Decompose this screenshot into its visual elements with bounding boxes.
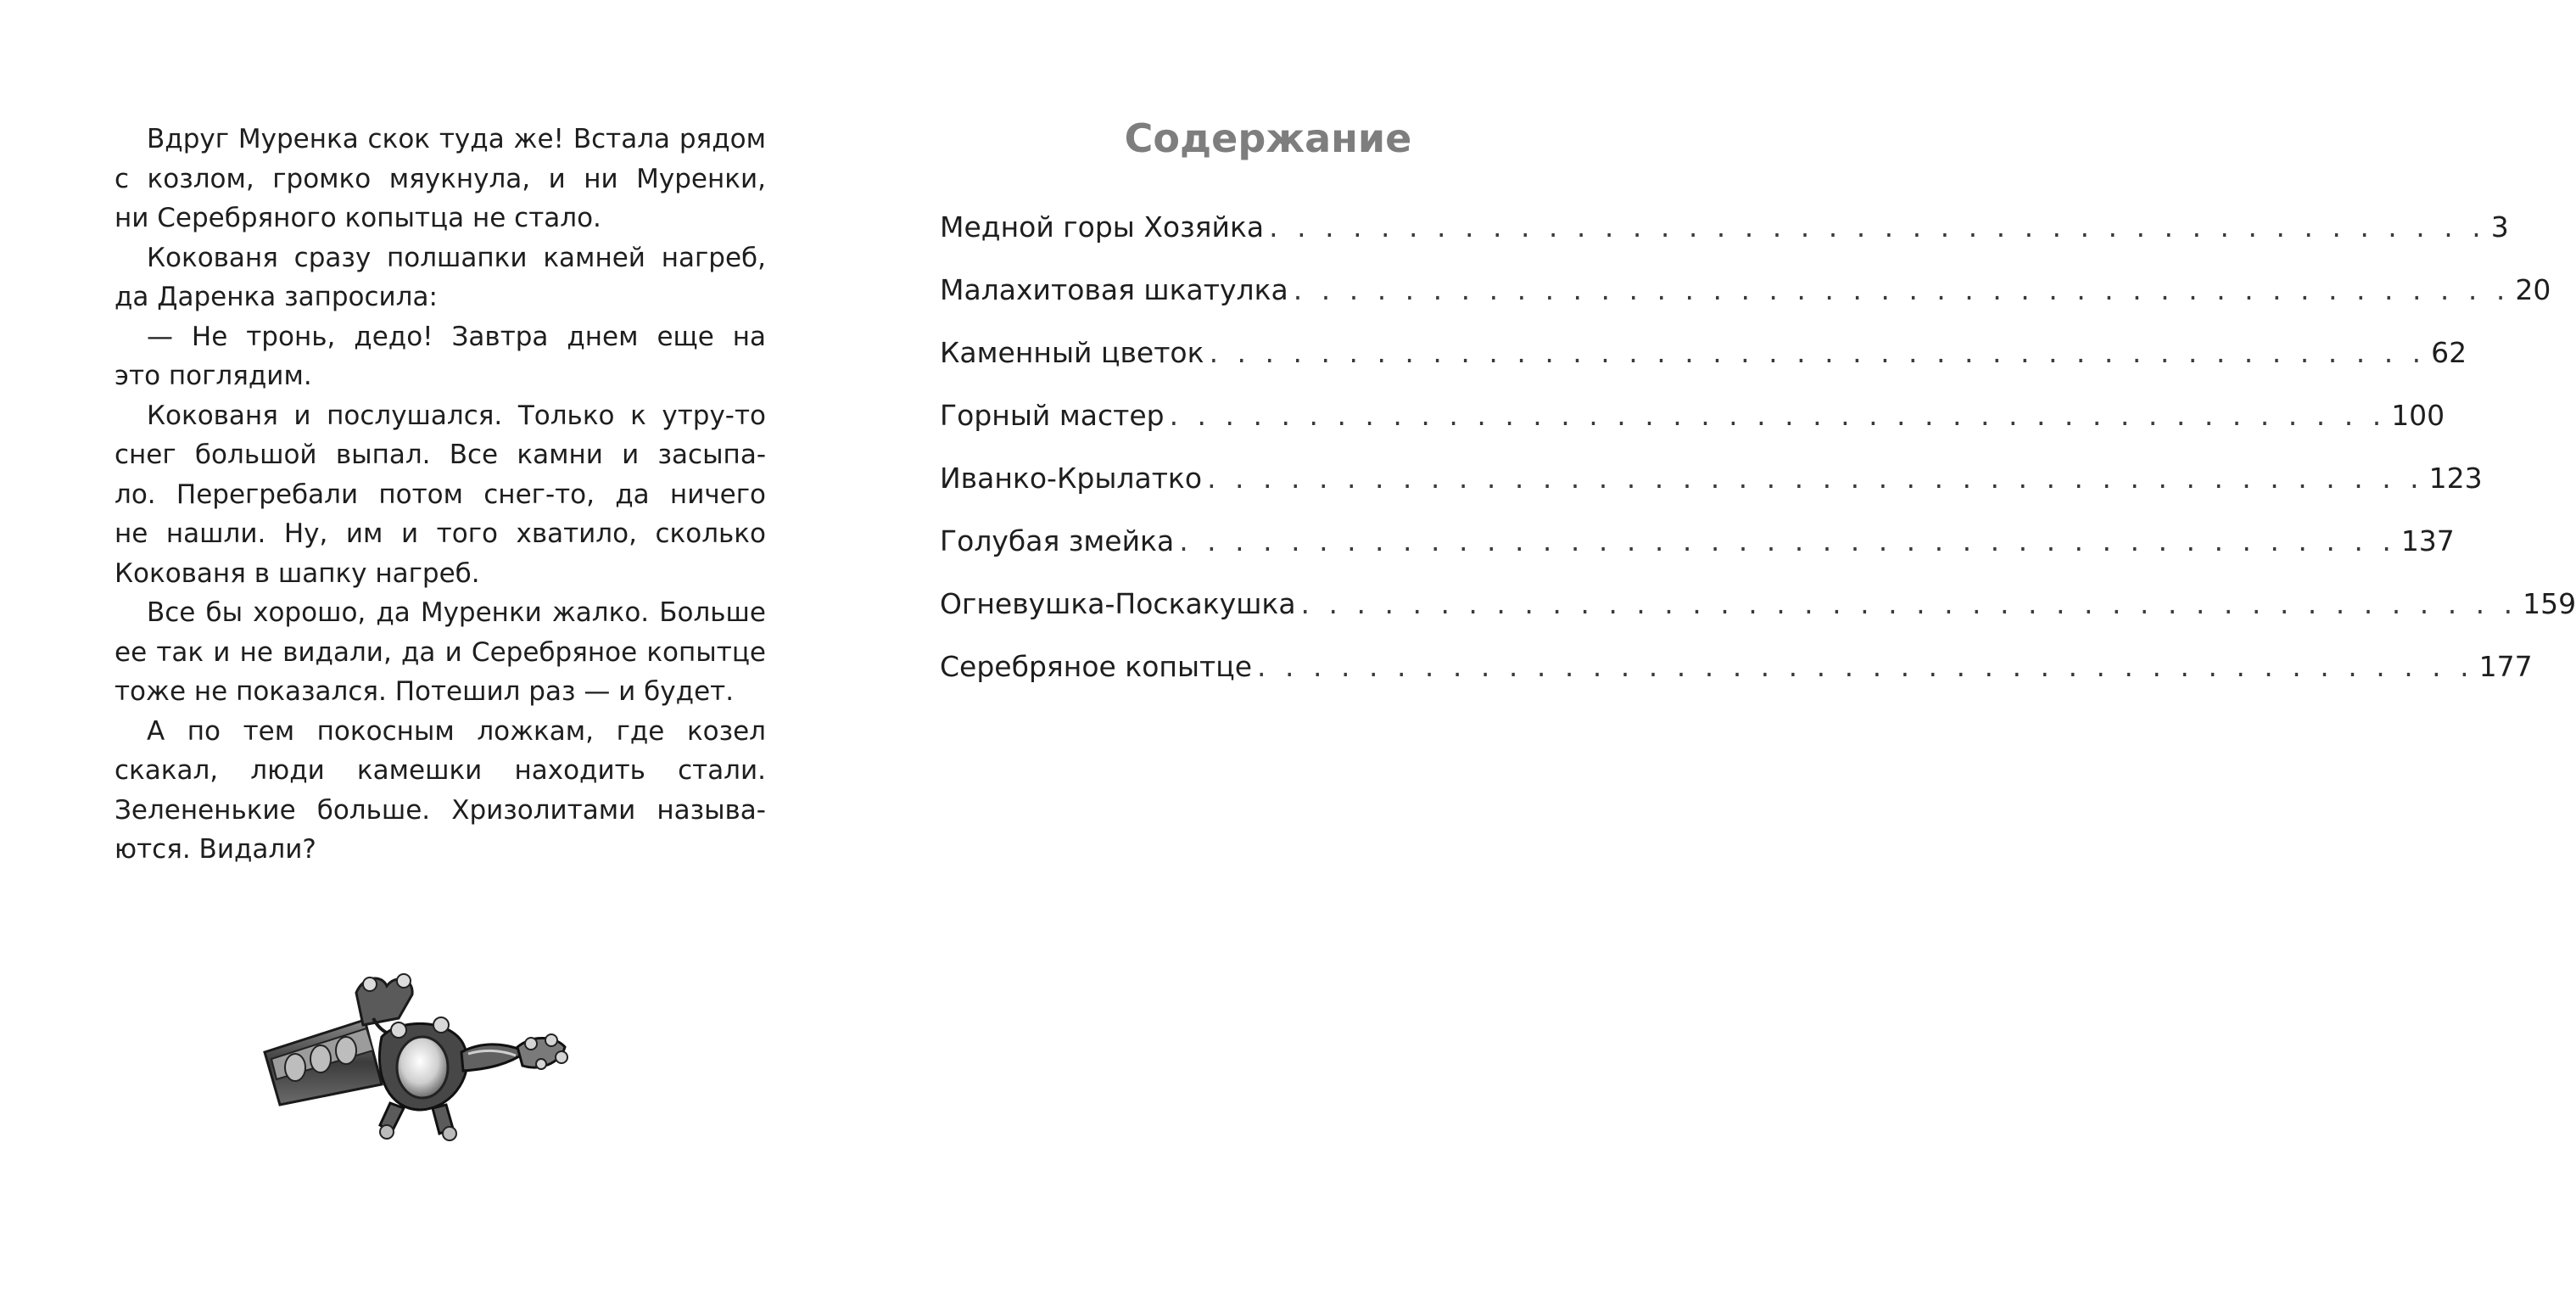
text-line: Кокованя сразу полшапки камней нагреб, [147,242,766,273]
text-line: — Не тронь, дедо! Завтра днем еще на [147,321,766,352]
text-line: ло. Перегребали потом снег-то, да ничего [115,479,766,510]
text-line: снег большой выпал. Все камни и засыпа- [115,440,766,470]
silver-crown-illustration [254,959,611,1145]
toc-leader-dots: . . . . . . . . . . . . . . . . . . . . . . . . . . . . . . . . . . . . . . . . . . . . [1169,399,2387,432]
text-line: Зелененькие больше. Хризолитами называ- [115,794,766,826]
toc-entry-title: Горный мастер [940,399,1165,432]
toc-entry-page: 177 [2478,650,2533,683]
toc-entry-title: Иванко-Крылатко [940,462,1203,495]
toc-entry-page: 100 [2391,399,2445,432]
toc-leader-dots: . . . . . . . . . . . . . . . . . . . . . . . . . . . . . . . . . . . . . . . . . . . . [1269,210,2486,244]
text-line: скакал, люди камешки находить стали. [115,755,766,786]
text-line: не нашли. Ну, им и того хватило, сколько [115,518,766,549]
toc-entry[interactable] [940,399,2445,462]
toc-entry-title: Каменный цветок [940,336,1204,369]
left-page [0,0,848,1305]
toc-entry-page: 159 [2523,587,2576,620]
text-line: Кокованя и послушался. Только к утру-то [147,400,766,431]
toc-entry-title: Медной горы Хозяйка [940,210,1265,244]
text-line: да Даренка запросила: [115,282,438,312]
toc-entry[interactable] [940,587,2576,650]
text-line: Все бы хорошо, да Муренки жалко. Больше [147,597,766,628]
toc-entry-title: Голубая змейка [940,524,1175,557]
toc-entry-page: 62 [2431,336,2467,369]
toc-entry-page: 20 [2515,273,2551,306]
toc-entry[interactable] [940,524,2455,587]
toc-entry[interactable] [940,210,2509,273]
table-of-contents [940,210,2576,713]
toc-leader-dots: . . . . . . . . . . . . . . . . . . . . . . . . . . . . . . . . . . . . . . . . . . . . [1179,524,2396,557]
toc-entry[interactable] [940,462,2483,524]
toc-leader-dots: . . . . . . . . . . . . . . . . . . . . . . . . . . . . . . . . . . . . . . . . . . . . [1257,650,2474,683]
toc-heading [848,115,1412,161]
toc-entry[interactable] [940,273,2551,336]
text-line: тоже не показался. Потешил раз — и будет. [115,676,735,707]
text-line: это поглядим. [115,361,312,391]
text-line: Кокованя в шапку нагреб. [115,557,480,589]
toc-heading-text: Содержание [1124,115,1412,161]
toc-entry-title: Огневушка-Поскакушка [940,587,1296,620]
toc-entry[interactable] [940,336,2467,399]
toc-entry-title: Малахитовая шкатулка [940,273,1288,306]
text-line: Вдруг Муренка скок туда же! Встала рядом [147,124,766,154]
toc-entry-page: 137 [2400,524,2455,557]
toc-entry[interactable] [940,650,2533,713]
toc-leader-dots: . . . . . . . . . . . . . . . . . . . . . . . . . . . . . . . . . . . . . . . . . . . . [1209,336,2427,369]
text-line: с козлом, громко мяукнула, и ни Муренки, [115,163,766,194]
toc-leader-dots: . . . . . . . . . . . . . . . . . . . . . . . . . . . . . . . . . . . . . . . . . . . . [1207,462,2424,495]
text-line: ее так и не видали, да и Серебряное копытце [115,636,766,668]
text-line: А по тем покосным ложкам, где козел [147,715,766,747]
toc-entry-page: 123 [2428,462,2483,495]
toc-entry-page: 3 [2490,210,2509,244]
story-text [115,120,766,870]
toc-leader-dots: . . . . . . . . . . . . . . . . . . . . . . . . . . . . . . . . . . . . . . . . . . . . [1300,587,2518,620]
text-line: ются. Видали? [115,834,316,865]
right-page [848,0,2576,1305]
toc-leader-dots: . . . . . . . . . . . . . . . . . . . . . . . . . . . . . . . . . . . . . . . . . . . . [1293,273,2511,306]
text-line: ни Серебряного копытца не стало. [115,203,601,233]
toc-entry-title: Серебряное копытце [940,650,1253,683]
